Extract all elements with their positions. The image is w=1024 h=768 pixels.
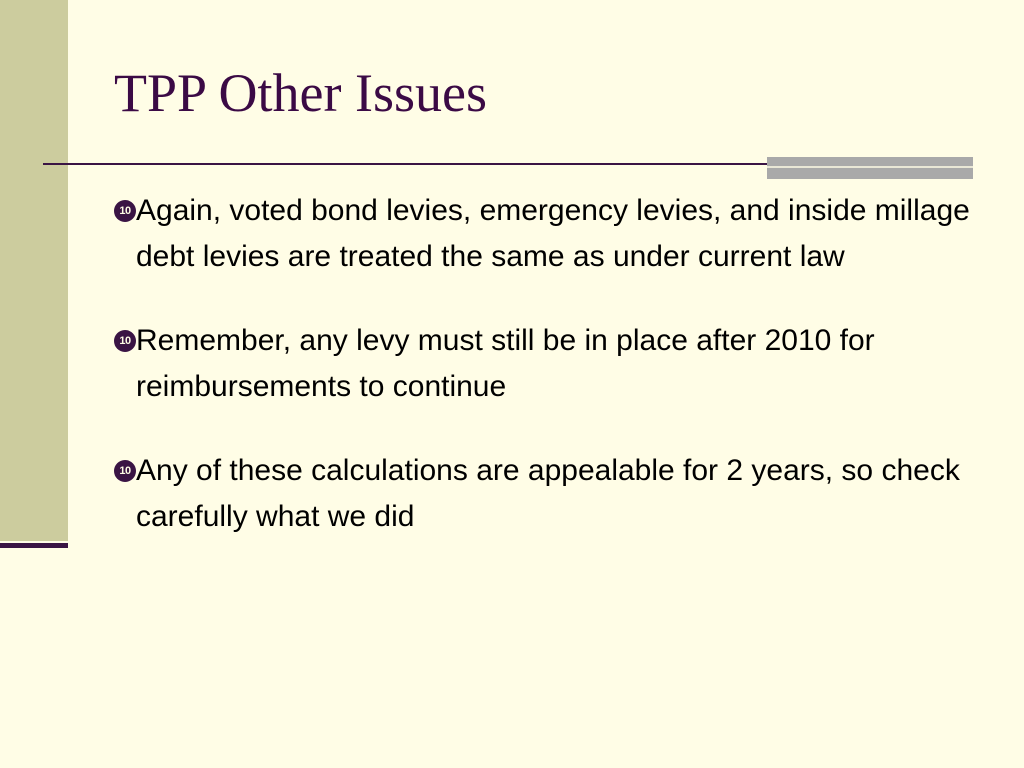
circled-number-ten-icon: 10: [114, 460, 136, 482]
circled-number-ten-icon: 10: [114, 330, 136, 352]
bullet-text: Again, voted bond levies, emergency levies, and inside millage debt levies are treated the same as under current law: [136, 194, 970, 273]
bullet-text: Remember, any levy must still be in place after 2010 for reimbursements to continue: [136, 324, 875, 403]
bullet-item: [114, 318, 974, 410]
bullet-item: [114, 448, 974, 540]
title-divider-accent-bar: [767, 157, 973, 179]
circled-number-ten-icon: 10: [114, 200, 136, 222]
bullet-text: Any of these calculations are appealable for 2 years, so check carefully what we did: [136, 454, 960, 533]
bullet-item: [114, 188, 974, 280]
slide-title: TPP Other Issues: [114, 63, 487, 123]
bullet-list: [114, 188, 974, 578]
title-divider-accent-line: [767, 166, 973, 168]
side-band-underline: [0, 543, 68, 548]
side-band: [0, 0, 68, 541]
